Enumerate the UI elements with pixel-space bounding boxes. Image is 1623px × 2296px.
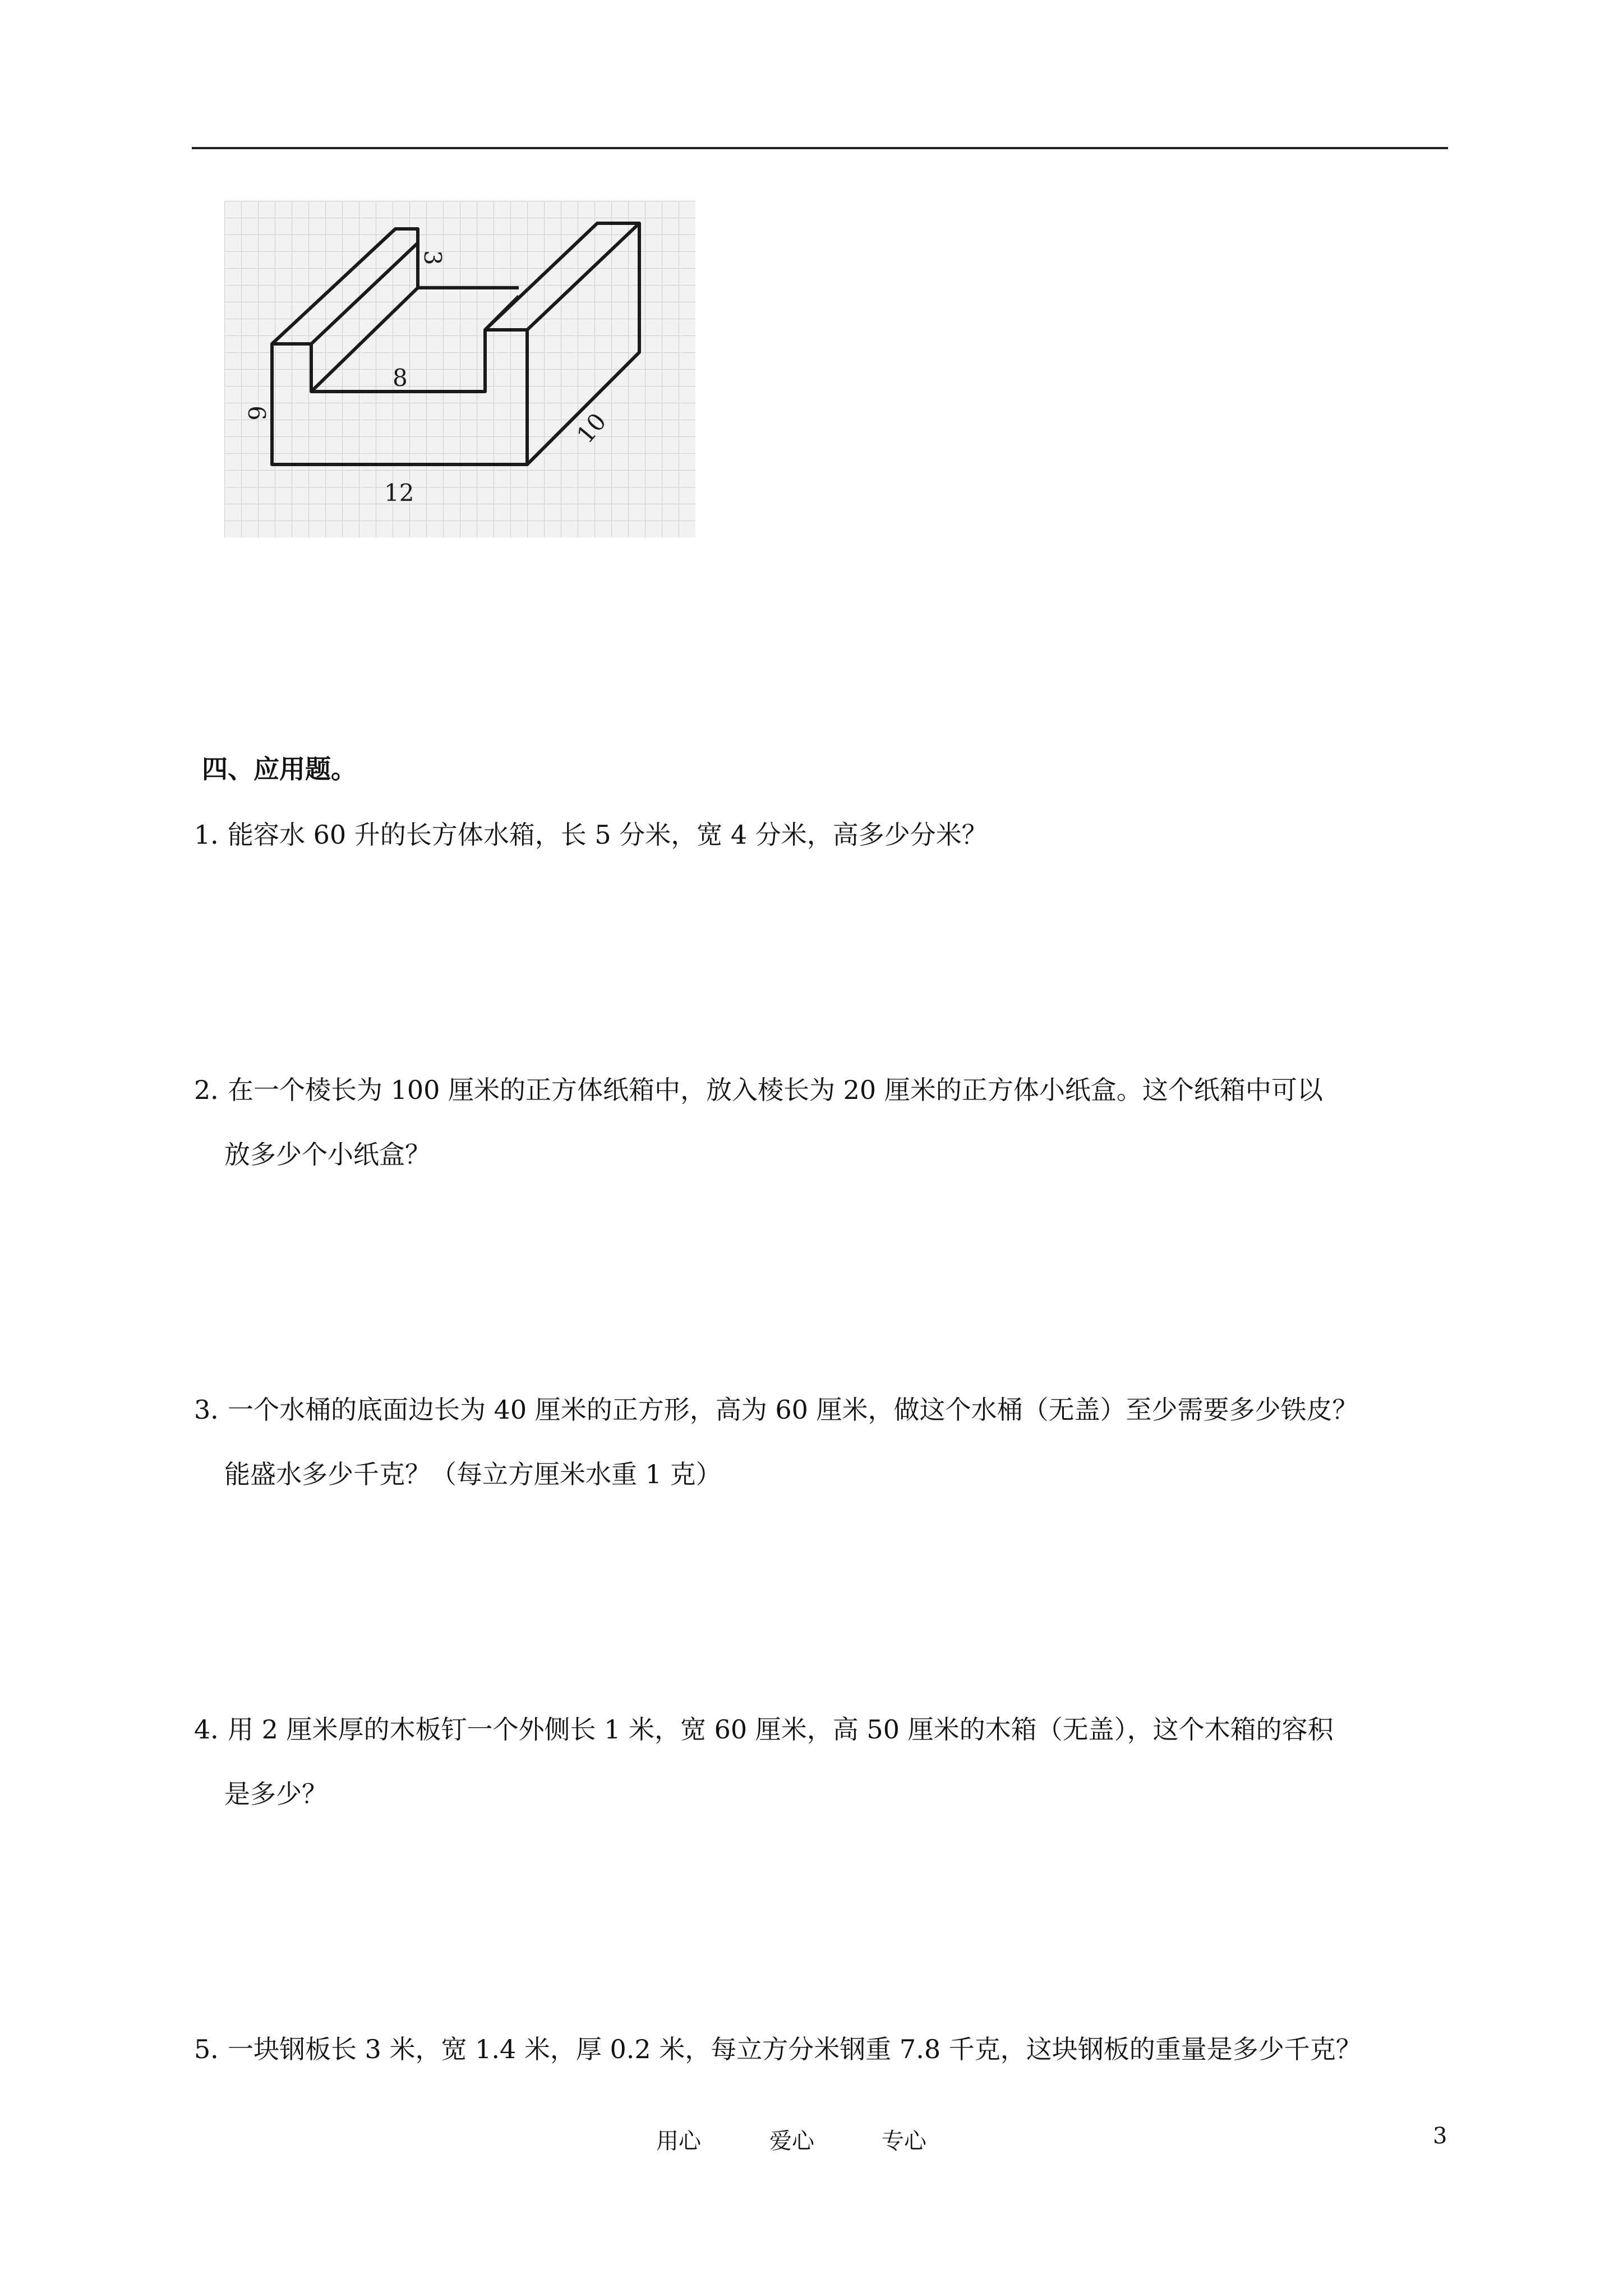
question-text: 用 2 厘米厚的木板钉一个外侧长 1 米，宽 60 厘米，高 50 厘米的木箱（无盖），这个木箱的容积 — [228, 1714, 1334, 1745]
question-2 — [194, 1077, 1323, 1103]
label-height: 6 — [243, 406, 270, 421]
question-text: 在一个棱长为 100 厘米的正方体纸箱中，放入棱长为 20 厘米的正方体小纸盒。这个纸箱中可以 — [228, 1075, 1323, 1105]
question-4 — [194, 1714, 1334, 1745]
footer-word: 用心 — [656, 2128, 701, 2154]
label-depth: 10 — [571, 407, 612, 449]
question-5 — [194, 2036, 1362, 2062]
question-4-continuation: 是多少？ — [224, 1779, 328, 1809]
footer-word: 爱心 — [769, 2128, 814, 2154]
question-number: 2． — [194, 1075, 237, 1105]
label-notch: 3 — [419, 250, 446, 265]
question-number: 5． — [194, 2034, 237, 2064]
label-bottom-length: 12 — [384, 479, 414, 507]
question-1 — [194, 822, 988, 848]
question-text: 一个水桶的底面边长为 40 厘米的正方形，高为 60 厘米，做这个水桶（无盖）至少需要多少铁皮？ — [228, 1395, 1358, 1425]
page-number: 3 — [1433, 2123, 1447, 2149]
header-rule — [192, 147, 1448, 149]
question-text: 一块钢板长 3 米，宽 1.4 米，厚 0.2 米，每立方分米钢重 7.8 千克，这块钢板的重量是多少千克？ — [228, 2034, 1362, 2064]
footer-word: 专心 — [882, 2128, 926, 2154]
u-shape-solid-figure — [224, 201, 695, 537]
question-number: 4． — [194, 1714, 237, 1745]
section-title: 四、应用题。 — [202, 754, 357, 784]
question-number: 3． — [194, 1395, 237, 1425]
question-text: 能容水 60 升的长方体水箱，长 5 分米，宽 4 分米，高多少分米？ — [228, 820, 988, 850]
label-inner-width: 8 — [393, 364, 408, 392]
question-3 — [194, 1397, 1358, 1423]
question-2-continuation: 放多少个小纸盒？ — [224, 1139, 431, 1170]
question-number: 1． — [194, 820, 237, 850]
question-3-continuation: 能盛水多少千克？（每立方厘米水重 1 克） — [224, 1459, 722, 1489]
